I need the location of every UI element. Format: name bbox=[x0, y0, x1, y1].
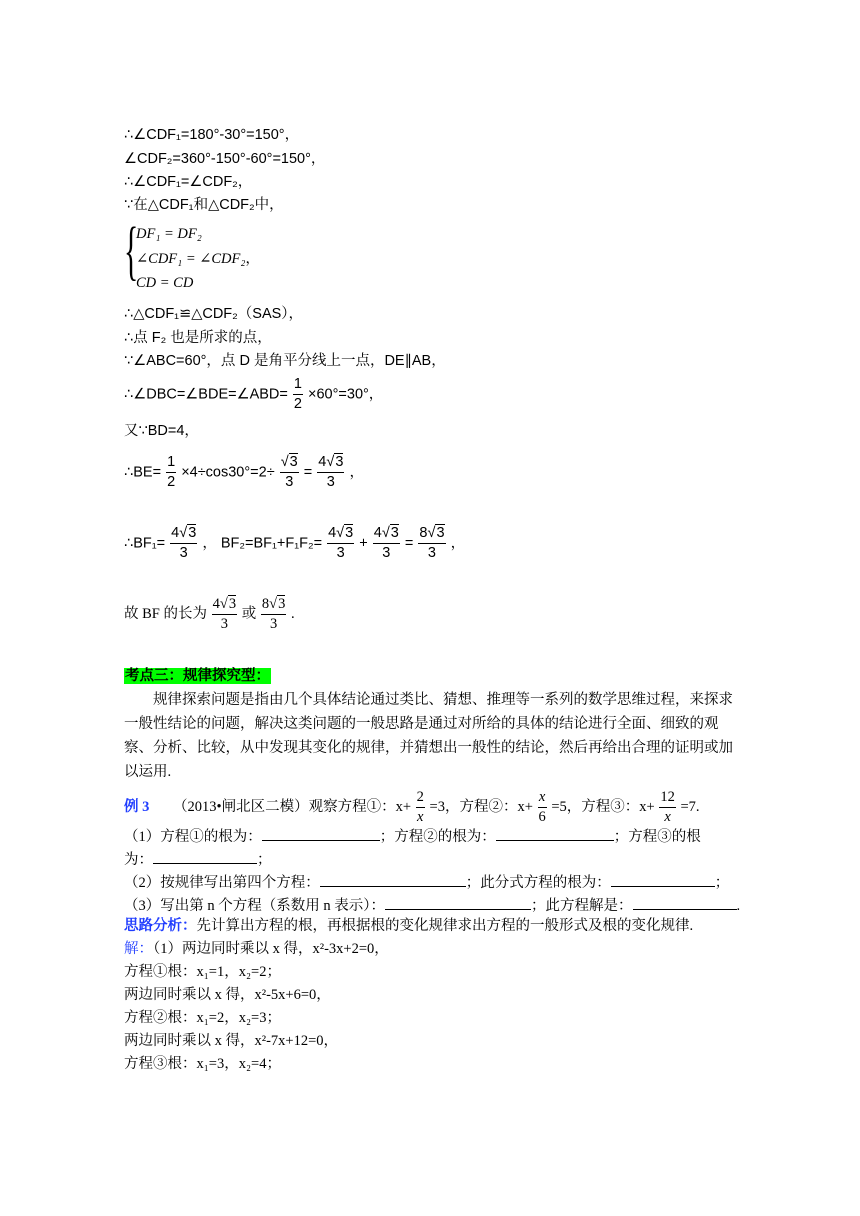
radicand: 3 bbox=[228, 596, 237, 612]
line12-text-c: . bbox=[290, 605, 295, 622]
q1-text-d: 为： bbox=[124, 852, 153, 868]
coefficient: 4 bbox=[318, 454, 327, 470]
q3-text-c: . bbox=[736, 898, 741, 914]
eq1-tail: =3，方程②：x+ bbox=[429, 798, 533, 815]
radicand: 3 bbox=[390, 525, 399, 541]
q2-text-b: ；此分式方程的根为： bbox=[465, 875, 611, 891]
proof-line-6: ∴点 F₂ 也是所求的点， bbox=[124, 330, 272, 346]
solution-line-2: 方程①根：x₁=1，x₂=2； bbox=[124, 964, 281, 980]
fraction-8sqrt3-over-3: $\frac{8√3}{3}$ bbox=[419, 525, 445, 561]
solution-text-1: （1）两边同时乘以 x 得，x²-3x+2=0， bbox=[153, 941, 389, 957]
answer-blank-1[interactable] bbox=[262, 826, 380, 841]
half-denominator: 2 bbox=[167, 474, 176, 490]
proof-line-11 bbox=[124, 524, 465, 563]
line8-text-b: ×60°=30°， bbox=[308, 386, 384, 403]
analysis-text: 先计算出方程的根，再根据根的变化规律求出方程的一般形式及根的变化规律. bbox=[196, 918, 694, 934]
coefficient: 4 bbox=[171, 525, 180, 541]
solution-line-6: 方程③根：x₁=3，x₂=4； bbox=[124, 1056, 281, 1072]
proof-line-4: ∵在△CDF₁和△CDF₂中， bbox=[124, 197, 284, 213]
answer-blank-6[interactable] bbox=[385, 895, 531, 910]
q1-text-b: ；方程②的根为： bbox=[379, 829, 496, 845]
denominator: 3 bbox=[285, 474, 294, 490]
proof-line-1: ∴∠CDF₁=180°-30°=150°， bbox=[124, 127, 300, 143]
proof-line-3: ∴∠CDF₁=∠CDF₂， bbox=[124, 174, 253, 190]
q2-text-a: （2）按规律写出第四个方程： bbox=[124, 875, 320, 891]
half-numerator: 1 bbox=[166, 453, 176, 473]
coefficient: 8 bbox=[419, 525, 428, 541]
q1-text-e: ； bbox=[257, 852, 272, 868]
line11-text-e: ， bbox=[450, 535, 466, 552]
proof-line-8 bbox=[124, 375, 383, 414]
system-line-1: DF₁ = DF₂ bbox=[136, 226, 202, 242]
answer-blank-2[interactable] bbox=[496, 826, 614, 841]
denominator: 3 bbox=[220, 616, 228, 632]
q3-text-b: ；此方程解是： bbox=[531, 898, 633, 914]
example-source: （2013•闸北区二模）观察方程①：x+ bbox=[173, 798, 412, 815]
coefficient: 4 bbox=[373, 525, 382, 541]
q1-text-c: ；方程③的根 bbox=[613, 829, 701, 845]
system-line-2-text: ∠CDF₁ = ∠CDF₂ bbox=[136, 251, 246, 267]
radicand: 3 bbox=[436, 525, 445, 541]
q3-text-a: （3）写出第 n 个方程（系数用 n 表示）： bbox=[124, 898, 385, 914]
line11-text-b: ， BF₂=BF₁+F₁F₂= bbox=[202, 535, 323, 552]
eq3-tail: =7. bbox=[680, 798, 700, 815]
radicand: 3 bbox=[289, 454, 298, 470]
line10-text-b: ×4÷cos30°=2÷ bbox=[181, 464, 275, 481]
numerator: 12 bbox=[659, 788, 676, 808]
solution-line-5: 两边同时乘以 x 得，x²-7x+12=0， bbox=[124, 1033, 339, 1049]
fraction-half-2 bbox=[166, 453, 176, 492]
answer-blank-7[interactable] bbox=[633, 895, 737, 910]
section-heading-text: 考点三：规律探究型： bbox=[125, 668, 270, 684]
line11-text-c: + bbox=[359, 535, 368, 552]
system-brace: { bbox=[124, 214, 139, 287]
fraction-4sqrt3-over-3: $\frac{4√3}{3}$ bbox=[328, 525, 354, 561]
proof-line-12 bbox=[124, 595, 295, 634]
question-3-line bbox=[124, 895, 740, 915]
proof-line-5: ∴△CDF₁≌△CDF₂（SAS）， bbox=[124, 306, 304, 322]
fraction-4sqrt3-over-3: $\frac{4√3}{3}$ bbox=[318, 454, 344, 490]
section-intro: 规律探索问题是指由几个具体结论通过类比、猜想、推理等一系列的数学思维过程，来探求一般性结论的问题，解决这类问题的一般思路是通过对所给的具体的结论进行全面、细致的观察、分析、比较，从中发现其变化的规律，并猜想出一般性的结论，然后再给出合理的证明或加以运用. bbox=[124, 692, 733, 780]
radicand: 3 bbox=[278, 596, 286, 612]
denominator: 3 bbox=[336, 545, 345, 561]
line12-text-a: 故 BF 的长为 bbox=[124, 605, 207, 622]
example-label: 例 3 bbox=[124, 798, 150, 815]
denominator: x bbox=[417, 809, 424, 825]
system-line-3: CD = CD bbox=[136, 275, 194, 291]
denominator: 3 bbox=[269, 616, 278, 632]
denominator: 3 bbox=[427, 545, 436, 561]
fraction-half bbox=[293, 375, 303, 414]
answer-blank-4[interactable] bbox=[320, 872, 466, 887]
eq2-tail: =5，方程③：x+ bbox=[551, 798, 655, 815]
coefficient: 4 bbox=[328, 525, 337, 541]
analysis-line bbox=[124, 917, 693, 935]
fraction-12-over-x bbox=[659, 788, 676, 827]
analysis-label: 思路分析： bbox=[124, 918, 197, 934]
radicand: 3 bbox=[335, 454, 344, 470]
radicand: 3 bbox=[188, 525, 197, 541]
line11-text-a: ∴BF₁= bbox=[124, 535, 166, 552]
proof-line-2: ∠CDF₂=360°-150°-60°=150°， bbox=[124, 151, 326, 167]
denominator: x bbox=[664, 809, 671, 825]
fraction-4sqrt3-over-3: $\frac{4√3}{3}$ bbox=[373, 525, 399, 561]
question-1-line-b bbox=[124, 849, 272, 869]
fraction-4sqrt3-over-3: $\frac{4√3}{3}$ bbox=[171, 525, 197, 561]
q2-text-c: ； bbox=[714, 875, 730, 891]
solution-label: 解： bbox=[124, 941, 153, 957]
line8-text-a: ∴∠DBC=∠BDE=∠ABD= bbox=[124, 386, 288, 403]
question-2-line bbox=[124, 872, 729, 892]
numerator: 2 bbox=[416, 788, 425, 808]
denominator: 6 bbox=[538, 809, 546, 825]
section-heading bbox=[124, 667, 271, 685]
line10-text-d: ， bbox=[349, 464, 364, 481]
fraction-2-over-x bbox=[416, 788, 425, 827]
half-denominator: 2 bbox=[293, 396, 302, 412]
line10-text-a: ∴BE= bbox=[124, 464, 162, 481]
solution-line-4: 方程②根：x₁=2，x₂=3； bbox=[124, 1010, 281, 1026]
proof-line-7: ∵∠ABC=60°，点 D 是角平分线上一点，DE∥AB， bbox=[124, 353, 446, 369]
denominator: 3 bbox=[179, 545, 188, 561]
example-3-line bbox=[124, 788, 700, 827]
proof-line-10 bbox=[124, 453, 364, 492]
line11-text-d: = bbox=[404, 535, 414, 552]
denominator: 3 bbox=[382, 545, 391, 561]
radicand: 3 bbox=[345, 525, 354, 541]
fraction-sqrt3-over-3: $\frac{√3}{3}$ bbox=[280, 454, 298, 490]
question-1-line-a bbox=[124, 826, 701, 846]
fraction-4sqrt3-over-3: $\frac{4√3}{3}$ bbox=[212, 596, 237, 632]
numerator: x bbox=[538, 788, 547, 808]
coefficient: 8 bbox=[261, 596, 270, 612]
answer-blank-5[interactable] bbox=[611, 872, 715, 887]
solution-line-1 bbox=[124, 940, 389, 958]
fraction-x-over-6 bbox=[538, 788, 547, 827]
half-numerator: 1 bbox=[293, 375, 303, 395]
proof-line-9: 又∵BD=4， bbox=[124, 423, 199, 439]
line12-text-b: 或 bbox=[241, 605, 257, 622]
q1-text-a: （1）方程①的根为： bbox=[124, 829, 262, 845]
coefficient: 4 bbox=[212, 596, 220, 612]
system-line-2 bbox=[136, 250, 260, 268]
fraction-8sqrt3-over-3: $\frac{8√3}{3}$ bbox=[261, 596, 286, 632]
denominator: 3 bbox=[326, 474, 335, 490]
solution-line-3: 两边同时乘以 x 得，x²-5x+6=0， bbox=[124, 987, 331, 1003]
answer-blank-3[interactable] bbox=[153, 849, 257, 864]
line10-text-c: = bbox=[303, 464, 313, 481]
system-line-2-tail: ， bbox=[245, 251, 260, 267]
